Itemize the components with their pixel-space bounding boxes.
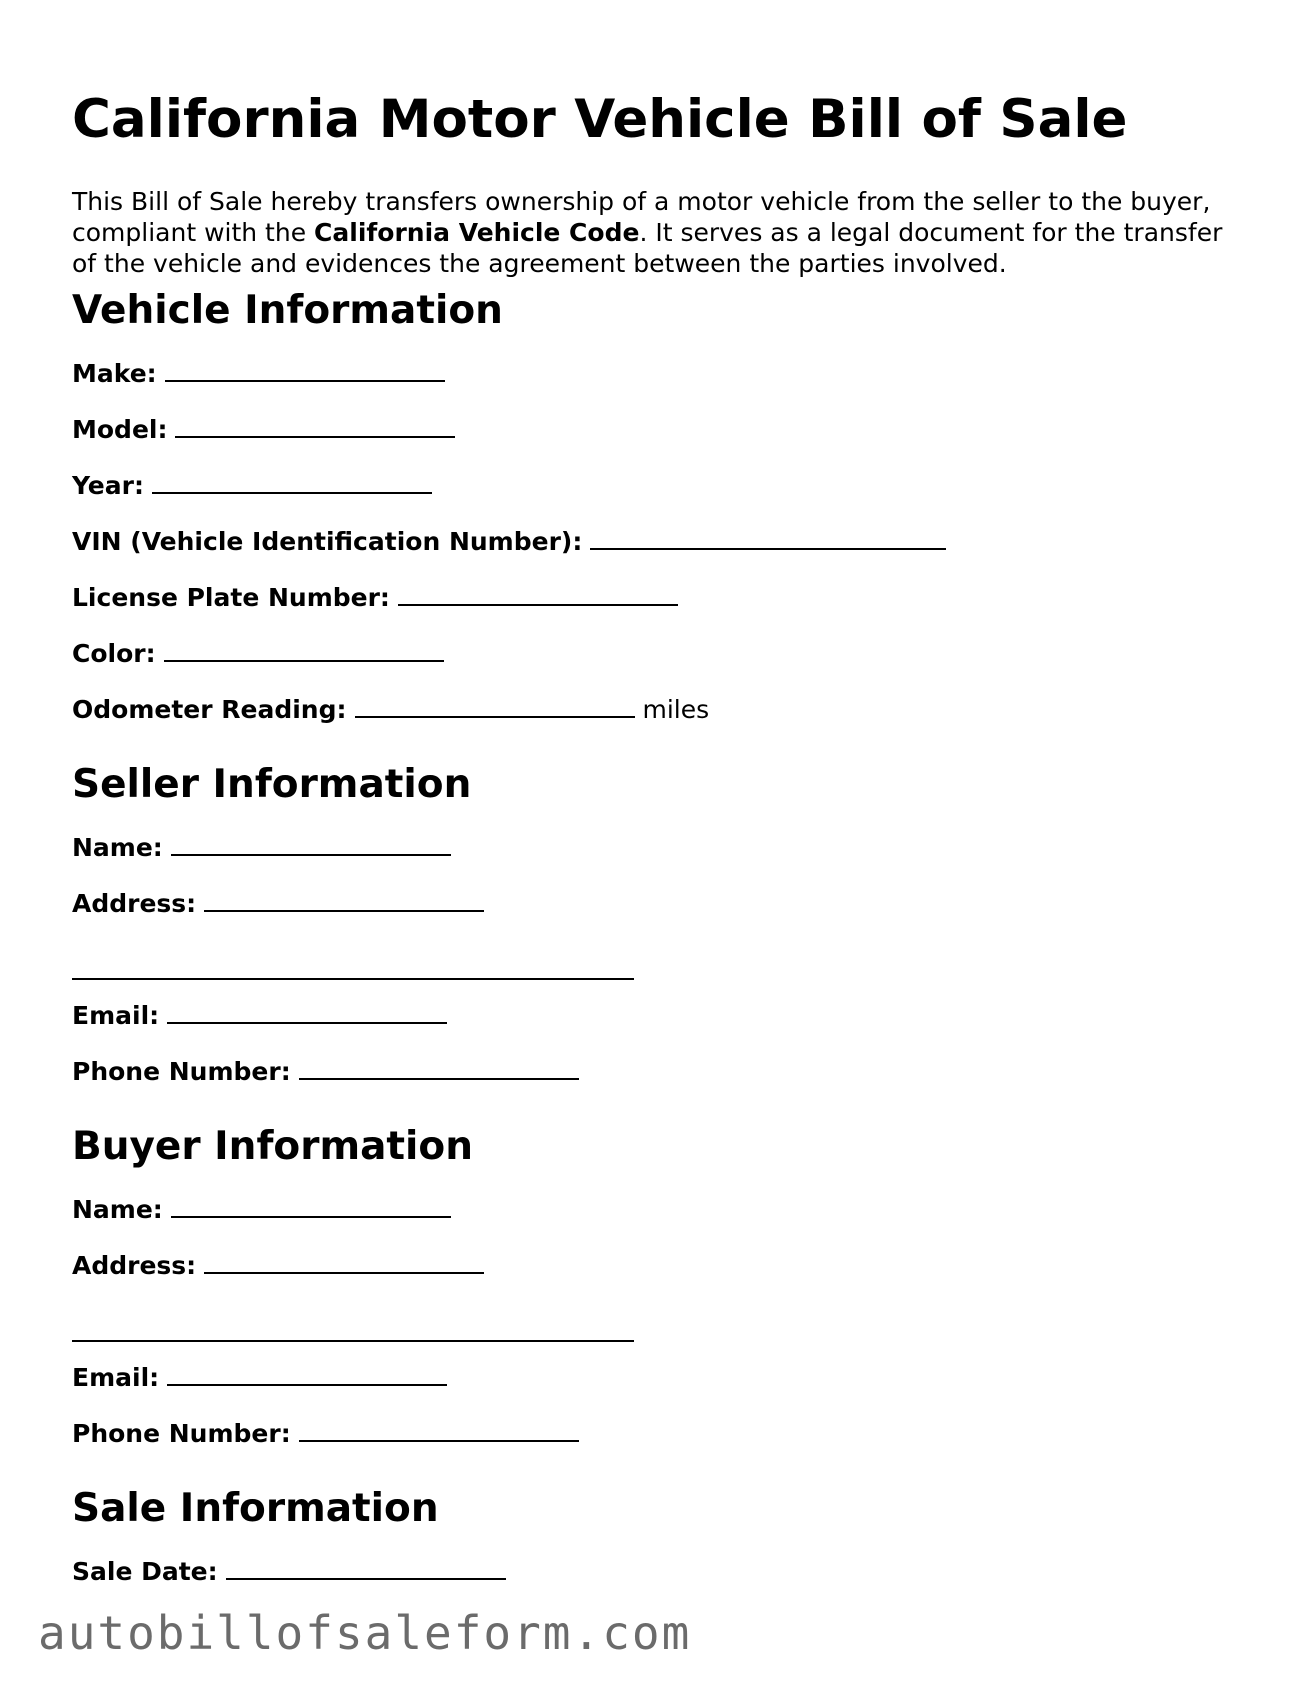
- seller-address-label: Address:: [72, 889, 197, 918]
- seller-phone-blank[interactable]: [299, 1056, 579, 1080]
- intro-bold-code: California Vehicle Code: [314, 218, 640, 247]
- intro-text-2: . It serves as a legal document for the transfer of the vehicle and evidences the agreement between the parties involved.: [72, 218, 1223, 278]
- buyer-address-label: Address:: [72, 1251, 197, 1280]
- plate-field: [72, 582, 678, 613]
- buyer-address-line-2[interactable]: [72, 1340, 634, 1342]
- buyer-email-blank[interactable]: [167, 1362, 447, 1386]
- color-label: Color:: [72, 639, 156, 668]
- odometer-label: Odometer Reading:: [72, 695, 347, 724]
- seller-phone-label: Phone Number:: [72, 1057, 291, 1086]
- seller-email-field: [72, 1000, 447, 1031]
- color-blank[interactable]: [164, 638, 444, 662]
- vin-blank[interactable]: [590, 526, 946, 550]
- seller-address-field: [72, 888, 484, 919]
- model-blank[interactable]: [175, 414, 455, 438]
- model-field: [72, 414, 455, 445]
- buyer-address-blank[interactable]: [204, 1250, 484, 1274]
- seller-address-line-2[interactable]: [72, 978, 634, 980]
- model-label: Model:: [72, 415, 168, 444]
- buyer-phone-label: Phone Number:: [72, 1419, 291, 1448]
- intro-text-1: This Bill of Sale hereby transfers ownership of a motor vehicle from the seller to the buyer, compliant with the: [72, 187, 1211, 247]
- seller-heading: Seller Information: [72, 762, 472, 807]
- vehicle-heading: Vehicle Information: [72, 288, 503, 333]
- color-field: [72, 638, 444, 669]
- buyer-name-blank[interactable]: [171, 1194, 451, 1218]
- seller-email-label: Email:: [72, 1001, 160, 1030]
- sale-date-field: [72, 1556, 506, 1587]
- sale-date-label: Sale Date:: [72, 1557, 218, 1586]
- vin-label: VIN (Vehicle Identification Number):: [72, 527, 583, 556]
- watermark-text: autobillofsaleform.com: [38, 1606, 692, 1660]
- buyer-address-field: [72, 1250, 484, 1281]
- make-field: [72, 358, 445, 389]
- buyer-name-label: Name:: [72, 1195, 163, 1224]
- buyer-phone-blank[interactable]: [299, 1418, 579, 1442]
- make-blank[interactable]: [165, 358, 445, 382]
- seller-name-blank[interactable]: [171, 832, 451, 856]
- vin-field: [72, 526, 946, 557]
- odometer-blank[interactable]: [355, 694, 635, 718]
- buyer-email-field: [72, 1362, 447, 1393]
- year-blank[interactable]: [152, 470, 432, 494]
- plate-label: License Plate Number:: [72, 583, 390, 612]
- buyer-heading: Buyer Information: [72, 1124, 473, 1169]
- odometer-field: [72, 694, 709, 725]
- buyer-phone-field: [72, 1418, 579, 1449]
- odometer-unit: miles: [642, 695, 710, 724]
- intro-paragraph: [72, 186, 1232, 279]
- sale-date-blank[interactable]: [226, 1556, 506, 1580]
- plate-blank[interactable]: [398, 582, 678, 606]
- buyer-name-field: [72, 1194, 451, 1225]
- page-title: California Motor Vehicle Bill of Sale: [72, 89, 1128, 150]
- seller-address-blank[interactable]: [204, 888, 484, 912]
- sale-heading: Sale Information: [72, 1486, 439, 1531]
- seller-email-blank[interactable]: [167, 1000, 447, 1024]
- seller-phone-field: [72, 1056, 579, 1087]
- make-label: Make:: [72, 359, 157, 388]
- year-field: [72, 470, 432, 501]
- buyer-email-label: Email:: [72, 1363, 160, 1392]
- seller-name-label: Name:: [72, 833, 163, 862]
- year-label: Year:: [72, 471, 144, 500]
- seller-name-field: [72, 832, 451, 863]
